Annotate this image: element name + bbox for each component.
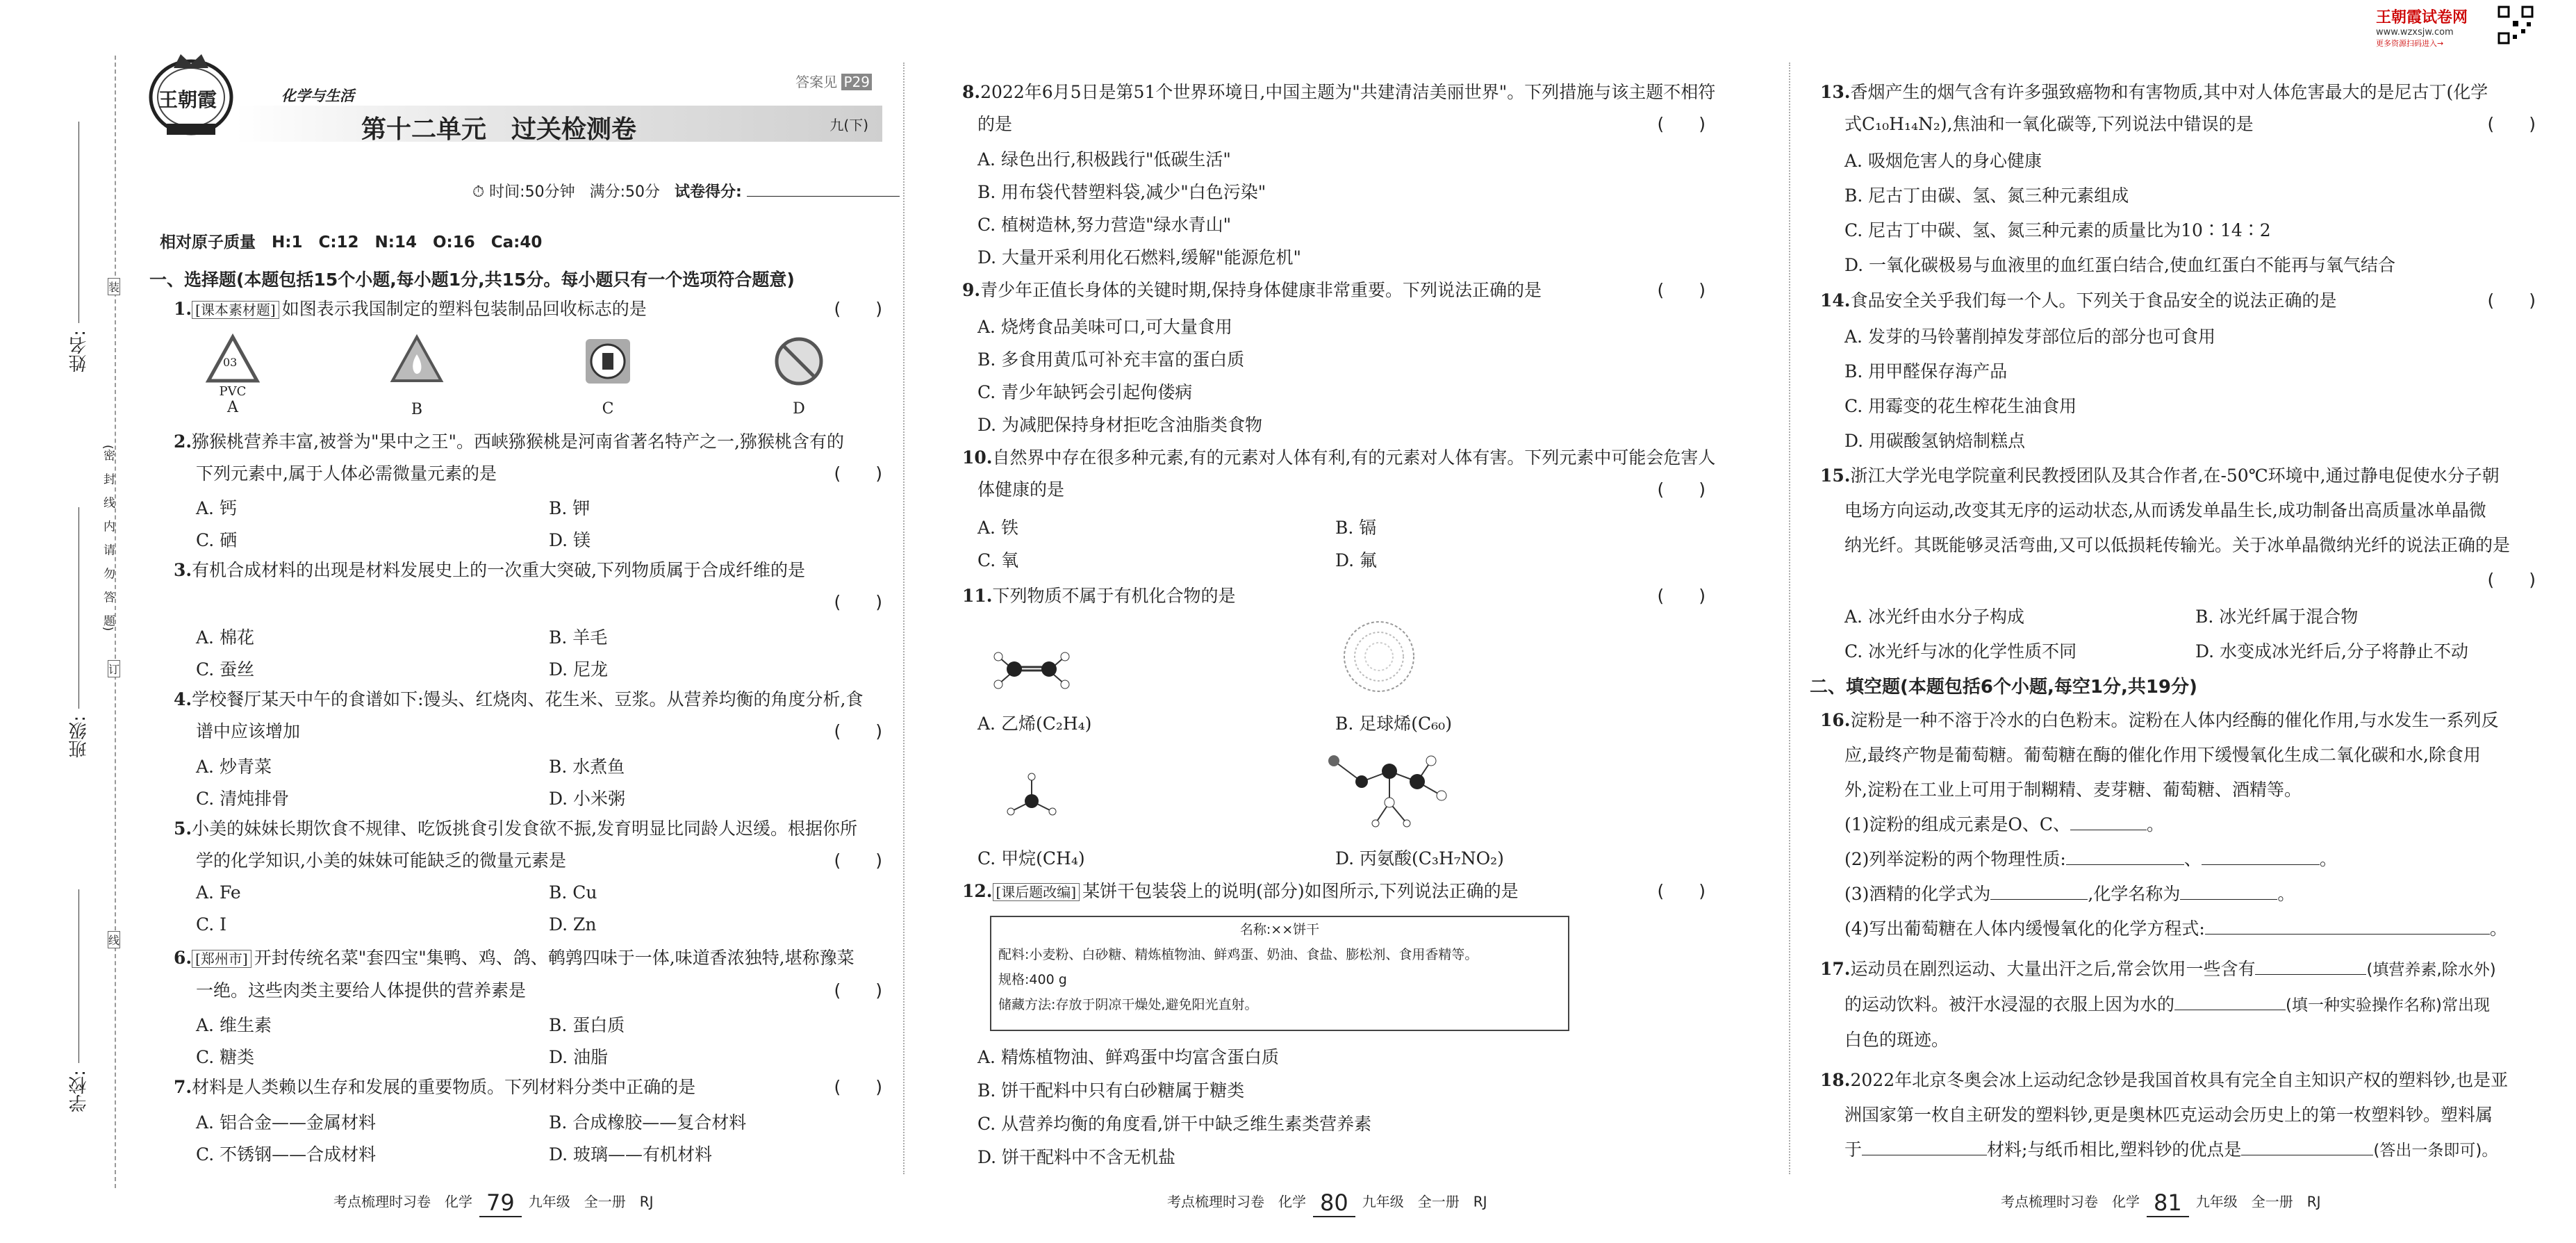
class-field[interactable] [66, 716, 94, 758]
title-bar [236, 106, 882, 142]
option-c[interactable]: C. 氧 [977, 550, 1019, 570]
binding-margin [66, 56, 122, 1188]
answer-ref-label: 答案见 [795, 74, 838, 90]
option-c[interactable]: C. 清炖排骨 [196, 789, 290, 809]
biscuit-label-box [990, 916, 1569, 1031]
fullerene-model [1334, 615, 1424, 701]
qr-code[interactable] [2497, 6, 2534, 46]
option-c[interactable]: C. 用霉变的花生榨花生油食用 [1844, 396, 2077, 416]
option-b[interactable]: B. 羊毛 [549, 627, 608, 648]
atomic-mass: 相对原子质量 H:1 C:12 N:14 O:16 Ca:40 [160, 233, 543, 252]
page-footer: 考点梳理时习卷 化学 81 九年级 全一册 RJ [2001, 1190, 2321, 1216]
option-d[interactable]: D. 丙氨酸(C₃H₇NO₂) [1335, 848, 1504, 869]
answer-bracket[interactable]: ( ) [1657, 280, 1706, 300]
flammable-warning-icon [389, 334, 445, 386]
option-a[interactable]: A. 钙 [196, 498, 237, 518]
option-d[interactable]: D. 油脂 [549, 1047, 609, 1067]
option-b[interactable]: B. 尼古丁由碳、氢、氮三种元素组成 [1844, 186, 2129, 206]
option-a[interactable]: A. 精炼植物油、鲜鸡蛋中均富含蛋白质 [977, 1047, 1279, 1067]
option-c[interactable]: C. 甲烷(CH₄) [977, 848, 1085, 869]
school-field[interactable] [66, 1070, 94, 1112]
exam-meta [472, 179, 900, 201]
watermark-url: www.wzxsjw.com [2376, 27, 2454, 38]
option-b[interactable]: B. 足球烯(C₆₀) [1335, 714, 1452, 734]
answer-bracket[interactable]: ( ) [2487, 290, 2536, 311]
option-a[interactable]: A. 铝合金——金属材料 [196, 1112, 376, 1133]
option-c[interactable]: C. 尼古丁中碳、氢、氮三种元素的质量比为10∶14∶2 [1844, 220, 2271, 240]
option-d[interactable]: D. 用碳酸氢钠焙制糕点 [1844, 431, 2026, 451]
option-c[interactable]: C. 不锈钢——合成材料 [196, 1144, 377, 1164]
option-b[interactable]: B. 冰光纤属于混合物 [2195, 607, 2359, 627]
option-d[interactable]: D. 为减肥保持身材拒吃含油脂类食物 [977, 415, 1263, 435]
class-label: 班级: [69, 716, 90, 758]
ethylene-model [990, 646, 1073, 698]
answer-bracket[interactable]: ( ) [1657, 479, 1706, 500]
logo-text: 王朝霞 [158, 88, 217, 111]
question-13: 13.香烟产生的烟气含有许多强致癌物和有害物质,其中对人体危害最大的是尼古丁(化学 式C₁₀H₁₄N₂),焦油和一氧化碳等,下列说法中错误的是 ( ) [1820, 76, 2536, 140]
page-81 [1810, 0, 2536, 1243]
option-d[interactable]: D. 镁 [549, 530, 591, 550]
option-d[interactable]: D. 大量开采利用化石燃料,缓解"能源危机" [977, 247, 1301, 267]
option-b[interactable]: B. 饼干配料中只有白砂糖属于糖类 [977, 1080, 1245, 1101]
option-a[interactable]: A. 棉花 [196, 627, 254, 648]
option-c[interactable]: C. 糖类 [196, 1047, 255, 1067]
answer-bracket[interactable]: ( ) [834, 980, 882, 1001]
no-smoking-symbol-option[interactable]: D [757, 334, 841, 418]
clock-icon: ⏱ [472, 183, 485, 201]
label-ingredients: 配料:小麦粉、白砂糖、精炼植物油、鲜鸡蛋、奶油、食盐、膨松剂、食用香精等。 [998, 947, 1478, 962]
watermark-brand: 王朝霞试卷网 [2376, 9, 2468, 26]
option-a[interactable]: A. 炒青菜 [196, 757, 272, 777]
answer-reference [795, 71, 872, 91]
answer-blank[interactable] [2255, 957, 2366, 975]
answer-bracket[interactable]: ( ) [834, 592, 882, 612]
page-79 [149, 0, 882, 1243]
question-3: 3.有机合成材料的出现是材料发展史上的一次重大突破,下列物质属于合成纤维的是 ( ) [174, 554, 882, 618]
answer-bracket[interactable]: ( ) [2487, 570, 2536, 590]
section-title-choice: 一、选择题(本题包括15个小题,每小题1分,共15分。每小题只有一个选项符合题意) [149, 270, 795, 290]
option-a[interactable]: A. 烧烤食品美味可口,可大量食用 [977, 317, 1232, 337]
label-name: 名称:××饼干 [1239, 922, 1320, 937]
score-obtained-field[interactable] [747, 179, 900, 197]
option-d[interactable]: D. 尼龙 [549, 659, 609, 680]
column-divider [903, 63, 905, 1174]
answer-blank[interactable] [2174, 993, 2286, 1010]
question-18: 18.2022年北京冬奥会冰上运动纪念钞是我国首枚具有完全自主知识产权的塑料钞,也是亚 洲国家第一枚自主研发的塑料钞,更是奥林匹克运动会历史上的第一枚塑料钞。塑料属 于 材料;与纸币相比,塑料钞的优点是 (答出一条即可)。 [1820, 1070, 2509, 1160]
answer-bracket[interactable]: ( ) [834, 299, 882, 319]
option-d[interactable]: D. 饼干配料中不含无机盐 [977, 1147, 1176, 1167]
option-d[interactable]: D. 一氧化碳极易与血液里的血红蛋白结合,使血红蛋白不能再与氧气结合 [1844, 255, 2395, 275]
binding-note: (密 封 线 内 请 勿 答 题) [101, 445, 115, 632]
question-1: 1. [课本素材题] 如图表示我国制定的塑料包装制品回收标志的是 ( ) [174, 293, 882, 326]
option-b[interactable]: B. Cu [549, 882, 597, 903]
answer-ref-page: P29 [841, 74, 872, 90]
option-a[interactable]: A. Fe [196, 882, 241, 903]
page-footer: 考点梳理时习卷 化学 80 九年级 全一册 RJ [1167, 1190, 1487, 1216]
page-footer: 考点梳理时习卷 化学 79 九年级 全一册 RJ [333, 1190, 654, 1216]
option-b[interactable]: B. 水煮鱼 [549, 757, 625, 777]
score-obtained-label: 试卷得分: [675, 183, 742, 201]
option-c[interactable]: C. 硒 [196, 530, 238, 550]
answer-blank[interactable] [2205, 917, 2490, 935]
page-number: 80 [1313, 1190, 1355, 1217]
question-10: 10.自然界中存在很多种元素,有的元素对人体有利,有的元素对人体有害。下列元素中可能会危害人 体健康的是 ( ) [962, 442, 1706, 506]
option-c[interactable]: C. 植树造林,努力营造"绿水青山" [977, 215, 1232, 235]
answer-blank[interactable] [2180, 882, 2277, 900]
answer-bracket[interactable]: ( ) [2487, 114, 2536, 134]
section-title-fill: 二、填空题(本题包括6个小题,每空1分,共19分) [1810, 677, 2197, 698]
question-4: 4.学校餐厅某天中午的食谱如下:馒头、红烧肉、花生米、豆浆。从营养均衡的角度分析,食 谱中应该增加 ( ) [174, 684, 882, 748]
option-d[interactable]: D. 小米粥 [549, 789, 626, 809]
option-a[interactable]: A. 乙烯(C₂H₄) [977, 714, 1092, 734]
time-label: 时间:50分钟 [489, 183, 575, 201]
answer-bracket[interactable]: ( ) [834, 721, 882, 741]
page-number: 81 [2147, 1190, 2189, 1217]
question-16: 16.淀粉是一种不溶于冷水的白色粉末。淀粉在人体内经酶的催化作用,与水发生一系列反 应,最终产物是葡萄糖。葡萄糖在酶的催化作用下缓慢氧化生成二氧化碳和水,除食用 外,淀粉在工业上可用于制糊精、麦芽糖、葡萄糖、酒精等。 (1)淀粉的组成元素是O、C、 。 (2)列举淀粉的两个物理性质: 、 。 (3)酒精的化学式为 ,化学名称为 。 (4)写出葡萄糖在人体内缓慢氧化的化学方程式: 。 [1820, 710, 2507, 939]
label-spec: 规格:400 g [998, 972, 1067, 987]
page-number: 79 [479, 1190, 522, 1217]
answer-bracket[interactable]: ( ) [1657, 881, 1706, 901]
header-banner [158, 49, 882, 201]
question-5: 5.小美的妹妹长期饮食不规律、吃饭挑食引发食欲不振,发育明显比同龄人迟缓。根据你所 学的化学知识,小美的妹妹可能缺乏的微量元素是 ( ) [174, 813, 882, 877]
option-b[interactable]: B. 用布袋代替塑料袋,减少"白色污染" [977, 182, 1266, 202]
option-b[interactable]: B. 合成橡胶——复合材料 [549, 1112, 747, 1133]
option-d[interactable]: D. 玻璃——有机材料 [549, 1144, 713, 1164]
option-b[interactable]: B. 多食用黄瓜可补充丰富的蛋白质 [977, 349, 1245, 370]
alanine-model [1320, 743, 1459, 837]
option-d[interactable]: D. Zn [549, 914, 597, 935]
question-17: 17.运动员在剧烈运动、大量出汗之后,常会饮用一些含有 (填营养素,除水外) 的运动饮料。被汗水浸湿的衣服上因为水的 (填一种实验操作名称)常出现 白色的斑迹。 [1820, 959, 2496, 1050]
seal-mark: 线 [108, 931, 120, 948]
page-title: 第十二单元 过关检测卷 [361, 115, 637, 144]
answer-blank[interactable] [1862, 1138, 1987, 1155]
answer-blank[interactable] [1990, 882, 2088, 900]
option-c[interactable]: C. 青少年缺钙会引起佝偻病 [977, 382, 1193, 402]
name-label: 姓名: [69, 330, 90, 372]
recycle-bin-icon [580, 334, 636, 389]
school-label: 学校: [69, 1070, 90, 1112]
option-b[interactable]: B. 镉 [1335, 518, 1377, 538]
score-label: 满分:50分 [589, 183, 661, 201]
question-11: 11.下列物质不属于有机化合物的是 ( ) [962, 580, 1706, 612]
option-c[interactable]: C. 蚕丝 [196, 659, 255, 680]
page-80 [962, 0, 1716, 1243]
answer-bracket[interactable]: ( ) [1657, 114, 1706, 134]
option-a[interactable]: A. 维生素 [196, 1015, 272, 1035]
answer-bracket[interactable]: ( ) [834, 1077, 882, 1097]
subject-tag: 化学与生活 [281, 87, 354, 104]
option-c[interactable]: C. 冰光纤与冰的化学性质不同 [1844, 641, 2077, 661]
answer-blank[interactable] [2241, 1138, 2373, 1155]
question-15: 15.浙江大学光电学院童利民教授团队及其合作者,在-50℃环境中,通过静电促使水分子朝 电场方向运动,改变其无序的运动状态,从而诱发单晶生长,成功制备出高质量冰单晶微 纳光纤。其既能够灵活弯曲,又可以低损耗传输光。关于冰单晶微纳光纤的说法正确的是 ( ) [1820, 459, 2536, 598]
question-14: 14.食品安全关乎我们每一个人。下列关于食品安全的说法正确的是 ( ) [1820, 285, 2536, 317]
seal-mark: 装 [108, 278, 120, 295]
option-a[interactable]: A. 发芽的马铃薯削掉发芽部位后的部分也可食用 [1844, 327, 2215, 347]
answer-bracket[interactable]: ( ) [834, 850, 882, 871]
name-field[interactable] [66, 330, 94, 372]
no-smoking-icon [771, 334, 827, 389]
question-12: 12. [课后题改编] 某饼干包装袋上的说明(部分)如图所示,下列说法正确的是 ( ) [962, 875, 1706, 908]
question-9: 9.青少年正值长身体的关键时期,保持身体健康非常重要。下列说法正确的是 ( ) [962, 274, 1706, 306]
methane-model [1004, 770, 1059, 835]
logo [146, 49, 236, 132]
watermark-slogan: 更多资源扫码进入→ [2376, 39, 2444, 48]
option-b[interactable]: B. 钾 [549, 498, 591, 518]
option-a[interactable]: A. 绿色出行,积极践行"低碳生活" [977, 149, 1231, 170]
option-b[interactable]: B. 蛋白质 [549, 1015, 625, 1035]
question-7: 7.材料是人类赖以生存和发展的重要物质。下列材料分类中正确的是 ( ) [174, 1071, 882, 1103]
flammable-symbol-option[interactable]: B [375, 334, 459, 418]
question-8: 8.2022年6月5日是第51个世界环境日,中国主题为"共建清洁美丽世界"。下列措施与该主题不相符 的是 ( ) [962, 76, 1706, 140]
question-2: 2.猕猴桃营养丰富,被誉为"果中之王"。西峡猕猴桃是河南省著名特产之一,猕猴桃含有的 下列元素中,属于人体必需微量元素的是 ( ) [174, 426, 882, 490]
answer-blank[interactable] [2070, 813, 2147, 830]
grade-tag: 九(下) [829, 117, 868, 133]
option-b[interactable]: B. 用甲醛保存海产品 [1844, 361, 2008, 381]
option-c[interactable]: C. 从营养均衡的角度看,饼干中缺乏维生素类营养素 [977, 1114, 1372, 1134]
answer-blank[interactable] [2066, 848, 2184, 865]
option-c[interactable]: C. I [196, 914, 227, 935]
option-a[interactable]: A. 铁 [977, 518, 1018, 538]
answer-blank[interactable] [2202, 848, 2320, 865]
answer-bracket[interactable]: ( ) [834, 463, 882, 484]
no-littering-symbol-option[interactable]: C [566, 334, 650, 418]
label-storage: 储藏方法:存放于阴凉干燥处,避免阳光直射。 [998, 997, 1258, 1012]
recycle-symbol-option[interactable]: 03 PVC A [191, 334, 274, 416]
seal-mark: 订 [108, 660, 120, 677]
question-6: 6. [郑州市] 开封传统名菜"套四宝"集鸭、鸡、鸽、鹌鹑四味于一体,味道香浓独特,堪称豫菜 一绝。这些肉类主要给人体提供的营养素是 ( ) [174, 942, 882, 1007]
answer-bracket[interactable]: ( ) [1657, 586, 1706, 606]
option-a[interactable]: A. 冰光纤由水分子构成 [1844, 607, 2024, 627]
column-divider [1789, 63, 1790, 1174]
option-a[interactable]: A. 吸烟危害人的身心健康 [1844, 151, 2042, 171]
option-d[interactable]: D. 水变成冰光纤后,分子将静止不动 [2195, 641, 2468, 661]
option-d[interactable]: D. 氟 [1335, 550, 1378, 570]
